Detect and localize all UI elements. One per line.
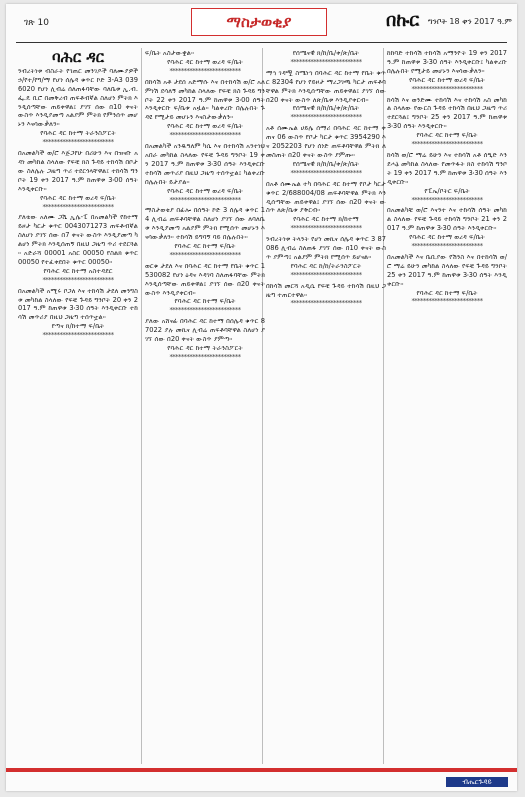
- notice-signature: የባሕር ዳር ከተማ ፍ/ቤት: [416, 288, 478, 297]
- page-header: [6, 4, 517, 42]
- notice-signature: የባሕር ዳር ከተማ አስተዳደር: [43, 266, 113, 275]
- separator: *************************: [169, 66, 241, 75]
- notice-signature: የፒኤ/ቦትር ፍ/ቤት: [424, 186, 470, 195]
- notice-body: ያለቴው አለሙ ጋሼ ኢሌ-ፒ በአመልካች የከተማ ይዞታ ካርታ ቁጥር 0043071273 ጠፍቶብኛል ስለሆነ ያገኘ ሰው በ7 ቀናት ውስጥ እንዲያመጣ ካልሆነ ምትክ እንዲሰጠኝ በዚህ ጋዜጣ ጥሪ ተደርጓል። አድራሻ 00001 አስር 00050 የስልክ ቁጥር 00050 የተፈቀደበት ቁጥር 00050።: [18, 213, 138, 266]
- notice: [387, 151, 507, 204]
- separator: *************************: [42, 275, 114, 284]
- separator: *************************: [290, 299, 362, 308]
- notice-signature: የባሕር ዳር ከተማ ወረዳ ፍ/ቤት: [167, 122, 243, 131]
- notice-body: አቶ ሰሙኤል ሀይሌ ሰማሪ በባሕር ዳር ከተማ ቀጠና 06 ውስጥ የቦታ ካርታ ቁጥር 3954290 እና 2052203 የሆነ ሰነድ ጠፍቶባቸዋል ምትክ ለመስጠት በ20 ቀናት ውስጥ ያምጡ።: [266, 124, 386, 159]
- separator: *************************: [42, 331, 114, 340]
- notice-body: ያለው አሸናፊ በባሕር ዳር ከተማ በሰሌዳ ቁጥር 87022 ያሉ መኪና ሊብሬ ጠፍቶባቸዋል ስለሆነ ያገኘ ሰው በ20 ቀናት ውስጥ ያምጣ።: [145, 317, 265, 344]
- notice: [266, 49, 386, 67]
- notice: [145, 317, 265, 362]
- column-divider: [141, 48, 142, 764]
- notice-signature: የሰሜናዊ ክ/ከ/ቤ/ቀ/ጽ/ቤት: [292, 104, 360, 113]
- notice-body: ንብረትነቱ ትላንት የሆነ መኪና ሰሌዳ ቁጥር 3 87086 ሊብሬ ስለጠፋ ያገኘ ሰው በ10 ቀናት ውስጥ ያምጣ፤ አልያም ምትክ የሚሰጥ ይሆናል።: [266, 235, 386, 261]
- masthead: ማስታወቂያ: [191, 8, 327, 36]
- notice-body: ከሳሽ እና ወንድሙ ተከሳሽ እና ተከሳሽ አስ መካከል ስላለው የውርስ ጉዳይ ተከሳሽ በዚህ ጋዜጣ ጥሪ ተደርጓል፤ ግንቦት 25 ቀን 2017 ዓ.ም ከጠዋቱ 3፡30 ሰዓት እንዲቀርቡ።: [387, 95, 507, 131]
- notice-body: በአመልካች እና ቤቢያው የሽንስ እና በተከሳሽ ወ/ሮ ማሬ ይሁን መካከል ስላለው የፍቺ ጉዳይ ግንቦት 25 ቀን 2017 ዓ.ም ከጠዋቱ 3፡30 ሰዓት እንዲቀርቡ።: [387, 252, 507, 288]
- notice-signature: የባሕር ዳር ከተማ ወረዳ ፍ/ቤት: [167, 186, 243, 195]
- separator: *************************: [290, 168, 362, 177]
- header-rule: [16, 42, 507, 43]
- column-1: [18, 49, 138, 767]
- separator: *************************: [411, 140, 483, 149]
- separator: *************************: [42, 138, 114, 147]
- page-number: ገጽ 10: [24, 18, 50, 28]
- separator: *************************: [169, 195, 241, 204]
- notice: [266, 69, 386, 122]
- separator: *************************: [290, 113, 362, 122]
- separator: *************************: [169, 131, 241, 140]
- notice-signature: የባሕር ዳር ከተማ ፍ/ቤት: [416, 131, 478, 140]
- notice: [145, 262, 265, 315]
- notice: [145, 78, 265, 140]
- notice-body: ማስታወቂያ በፊሎ በሰዓት ኮድ 3 ሰሌዳ ቁጥር 14 ሊብሬ ጠፍቶባቸዋል ስለሆነ ያገኘ ሰው ለባለቤቱ እንዲያመጣ አልያም ምትክ የሚሰጥ መሆኑን እናሳውቃለን። ተከሳሽ ይግባኝ ባይ በሌሉበት።: [145, 206, 265, 242]
- column-3: [266, 49, 386, 767]
- notice-body: በአቶ ሰሙኤል ተካ በባሕር ዳር ከተማ የቦታ ካርታ ቁጥር 2/688004/08 ጠፍቶባቸዋል ምትክ እንዲሰጣቸው ጠይቀዋል፤ ያገኘ ሰው በ20 ቀናት ውስጥ ለጽ/ቤቱ ያቅርብ።: [266, 179, 386, 215]
- notice-signature: የባሕር ዳር ከተማ ወረዳ ፍ/ቤት: [409, 233, 485, 242]
- notice: [18, 287, 138, 340]
- separator: *************************: [169, 306, 241, 315]
- notice: [266, 180, 386, 233]
- notice: [18, 213, 138, 284]
- notice-signature: የሰሜናዊ ክ/ከ/ቤ/ቀ/ጽ/ቤት: [292, 159, 360, 168]
- notice-signature: የባሕር ዳር ከተማ ፍ/ቤት: [174, 297, 236, 306]
- notice-body: በከሳሽ አቶ ታደሰ አድማሱ እና በተከሳሽ ወ/ሮ አለምነሽ ደሳለኝ መካከል ስላለው የፍቺ ክስ ጉዳይ ግንቦት 22 ቀን 2017 ዓ.ም ከጠዋቱ 3፡00 ሰዓት እንዲቀርቡ ፍ/ቤቱ አዟል። ካልቀረቡ በሌሉበት ጉዳዩ የሚታይ መሆኑን እናስታውቃለን።: [145, 77, 265, 122]
- notice-body: በአመልካች አሚሩ ቦጋለ እና ተከሳሽ ታደለ መንግስቱ መካከል ስላለው የፍቺ ጉዳይ ግንቦት 20 ቀን 2017 ዓ.ም ከጠዋቱ 3፡30 ሰዓት እንዲቀርቡ ተከሳሽ መጥሪያ በዚህ ጋዜጣ ተሰጥቷል።: [18, 286, 138, 322]
- separator: *************************: [411, 195, 483, 204]
- separator: *************************: [411, 242, 483, 251]
- notice-body: ማኅ ገዳሟ ስሜነኅ በባሕር ዳር ከተማ የቤት ቁጥር 82304 የሆነ የይዞታ ማረጋገጫ ካርታ ጠፍቶባቸዋል ምትክ እንዲሰጣቸው ጠይቀዋል፤ ያገኘ ሰው በ20 ቀናት ውስጥ ለጽ/ቤቱ እንዲያቀርብ።: [266, 68, 386, 104]
- notice: [387, 96, 507, 149]
- notice-body: በአመልካች ወ/ሮ እጅጋየሁ በሪሁን እና በዝናቡ አዳነ መካከል ስላለው የፍቺ ክስ ጉዳይ ተከሳሽ በቦታው ስለሌሉ ጋዜጣ ጥሪ ተደርጎላቸዋል፤ ተከሳሽ ግንቦት 19 ቀን 2017 ዓ.ም ከጠዋቱ 3፡00 ሰዓት እንዲቀርቡ።: [18, 149, 138, 193]
- notice: [387, 253, 507, 306]
- separator: *************************: [411, 297, 483, 306]
- notice-signature: የባሕር ዳር ከተማ ትራንስፖርት: [167, 344, 243, 352]
- notice-signature: የባሕር ዳር ከተማ ወረዳ ፍ/ቤት: [40, 193, 116, 202]
- notice-signature: የባሕር ዳር ከተማ ወረዳ ፍ/ቤት: [167, 57, 243, 66]
- section-title: በኩር: [386, 10, 420, 31]
- separator: *************************: [42, 202, 114, 211]
- notice-body: በአመልካች አንዱዓለም ካሴ እና በተከሳሽ አንተነህ አበራ መካከል ስላለው የፍቺ ጉዳይ ግንቦት 19 ቀን 2017 ዓ.ም ከጠዋቱ 3፡30 ሰዓት እንዲቀርቡ ተከሳሽ መጥሪያ በዚህ ጋዜጣ ተሰጥቷል፤ ካልቀረቡ በሌሉበት ይታያል።: [145, 142, 265, 186]
- notice-body: ፍ/ቤት አስታውቋል።: [145, 49, 195, 57]
- column-title: ባሕር ዳር: [51, 49, 105, 66]
- notice: [145, 142, 265, 204]
- notice-signature: የባሕር ዳር ከተማ ወረዳ ፍ/ቤት: [409, 75, 485, 84]
- notice: [387, 49, 507, 94]
- notice: [145, 49, 265, 76]
- notice-body: ከከባድ ተከሳሽ ተከሳሽ አማንዮት 19 ቀን 2017 ዓ.ም ከጠዋቱ 3፡30 ሰዓት እንዲቀርቡ፤ ካልቀረቡ በሌሉበት የሚታይ መሆኑን እናሳውቃለን።: [387, 49, 507, 75]
- notice: [387, 206, 507, 251]
- notice: [266, 282, 386, 309]
- separator: *************************: [290, 57, 362, 66]
- separator: *************************: [290, 270, 362, 279]
- column-4: [387, 49, 507, 767]
- publisher-logo: ብሔርጉዳይ: [446, 777, 508, 787]
- notice-signature: የባሕር ዳር ከተማ ፍ/ቤት: [174, 242, 236, 251]
- notice: [18, 149, 138, 211]
- footer-bar: [6, 768, 517, 772]
- separator: *************************: [411, 84, 483, 93]
- separator: *************************: [169, 250, 241, 259]
- column-2: [145, 49, 265, 767]
- notice: [18, 67, 138, 147]
- separator: *************************: [290, 224, 362, 233]
- notice: [145, 206, 265, 259]
- notice-signature: የባሕር ዳር ከተማ ክ/ከተማ: [293, 215, 359, 224]
- notice: [266, 235, 386, 280]
- separator: *************************: [169, 352, 241, 361]
- notice-body: በአመልካቹ ወ/ሮ እናንተ እና ተከሳሽ ሰዓት መካከል ስላለው የፍቺ ጉዳይ ተከሳሽ ግንቦት 21 ቀን 2017 ዓ.ም ከጠዋቱ 3፡30 ሰዓት እንዲቀርቡ።: [387, 206, 507, 233]
- newspaper-page: [6, 4, 517, 791]
- notice-body: በከሳሽ መርሻ አዲሴ የፍቺ ጉዳይ ተከሳሽ በዚህ ጋዜጣ ተጠርተዋል።: [266, 281, 386, 299]
- issue-date: ግንቦት 18 ቀን 2017 ዓ.ም: [428, 17, 512, 26]
- notice-signature: የሰሜናዊ ክ/ከ/ቤ/ቀ/ጽ/ቤት: [292, 49, 360, 57]
- notice-body: ንብረትነቱ ብስራት የገጠር መንገዶች ባለሙያዎች ኃ/የተ/የግ/ማ የሆነ ሰሌዳ ቁጥር ኮድ 3-A3 0396020 የሆነ ሊብሬ ሰለጠፋባቸው ባለቤቱ ኢ.ብ.ፌ.ዴ ቢሮ በመቅረብ ጠፍቶብኛል ስለሆነ ምትክ እንዲሰጣቸው ጠይቀዋል፤ ያገኘ ሰው በ10 ቀናት ውስጥ እንዲያመጣ አልያም ምትክ የምንሰጥ መሆኑን እናሳውቃለን።: [18, 66, 138, 129]
- notice-body: ከሳሽ ወ/ሮ ማሬ ይሁን እና ተከሳሽ አቶ ሰዒድ እንደሓኔ መካከል ስላለው የመጥፋት ክስ ተከሳሽ ግንቦት 19 ቀን 2017 ዓ.ም ከጠዋቱ 3፡30 ሰዓት እንዲቀርቡ።: [387, 150, 507, 186]
- notice-signature: የባሕር ዳር ከ/ከ/ትራንስፖርት: [290, 261, 362, 270]
- notice-body: ወርቁ ታደለ እና በባሕር ዳር ከተማ የቤት ቁጥር 1530082 የሆነ ዕዳና እዳገባ ስለጠፋባቸው ምትክ እንዲሰጣቸው ጠይቀዋል፤ ያገኘ ሰው በ20 ቀናት ውስጥ እንዲያቀርብ።: [145, 261, 265, 297]
- notice: [266, 124, 386, 177]
- notice-signature: የጣና ክ/ከተማ ፍ/ቤት: [51, 322, 105, 331]
- notice-signature: የባሕር ዳር ከተማ ትራንስፖርት: [40, 129, 116, 138]
